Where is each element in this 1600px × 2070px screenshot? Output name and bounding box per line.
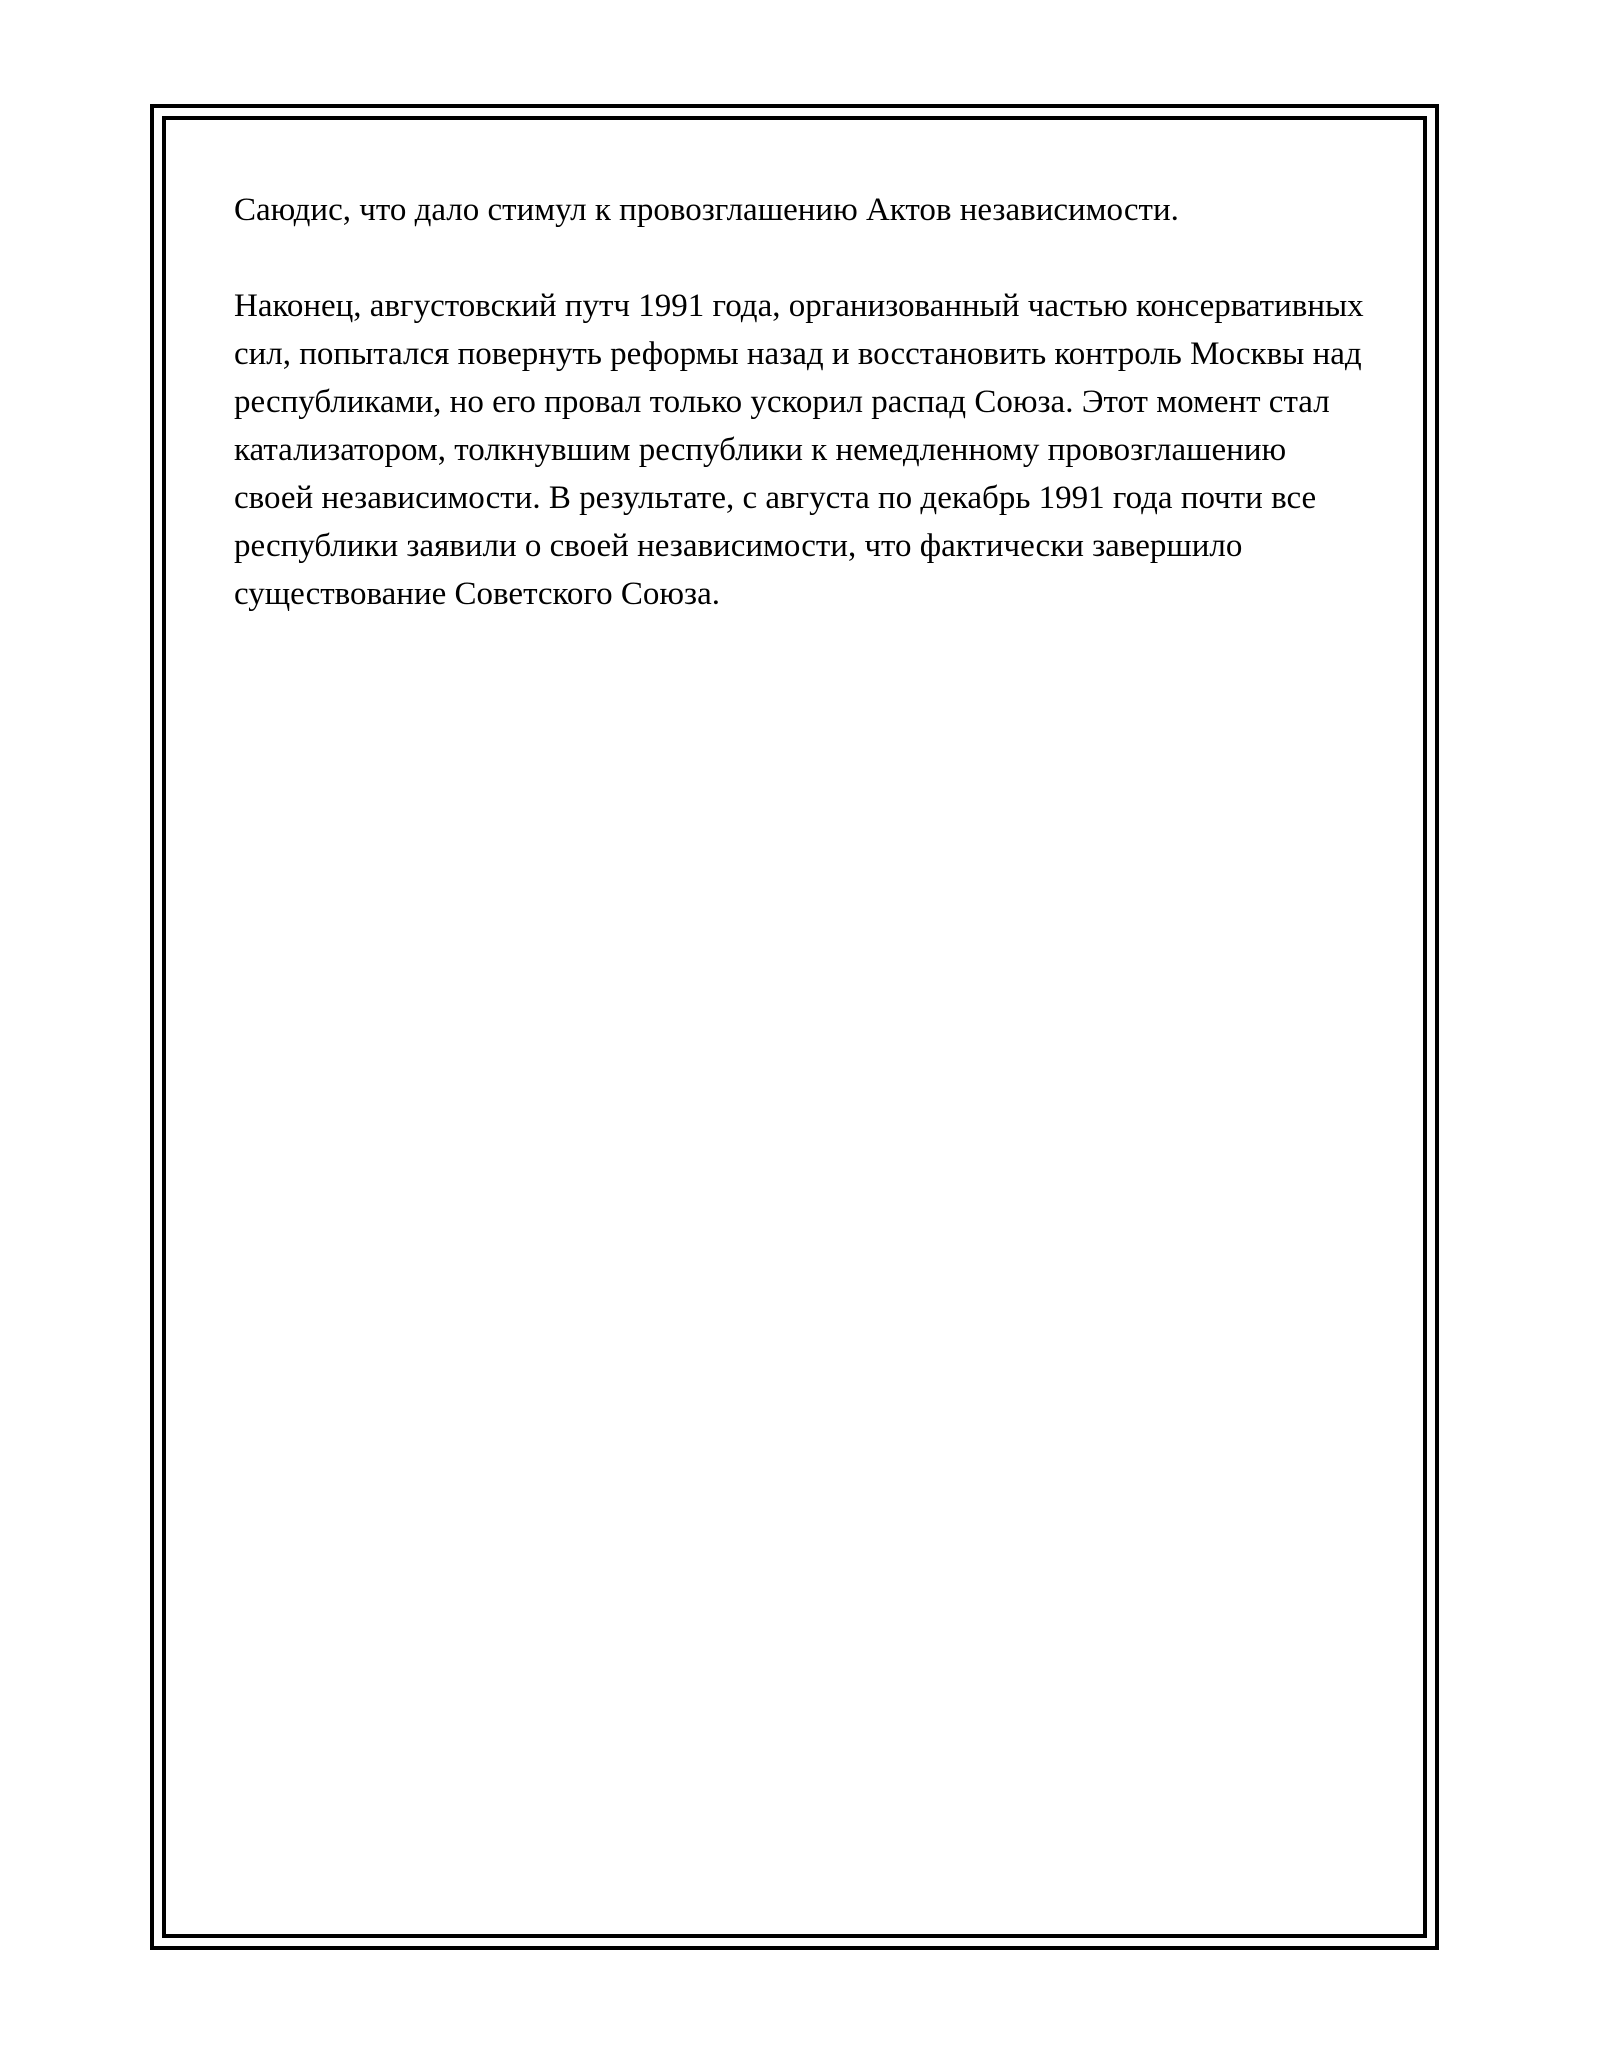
document-body xyxy=(234,186,1364,666)
paragraph-2: Наконец, августовский путч 1991 года, организованный частью консервативных сил, попытался повернуть реформы назад и восстановить контроль Москвы над республиками, но его провал только ускорил распад Союза. Этот момент стал катализатором, толкнувшим республики к немедленному провозглашению своей независимости. В результате, с августа по декабрь 1991 года почти все республики заявили о своей независимости, что фактически завершило существование Советского Союза. xyxy=(234,288,1364,612)
paragraph-1: Саюдис, что дало стимул к провозглашению Актов независимости. xyxy=(234,192,1179,228)
